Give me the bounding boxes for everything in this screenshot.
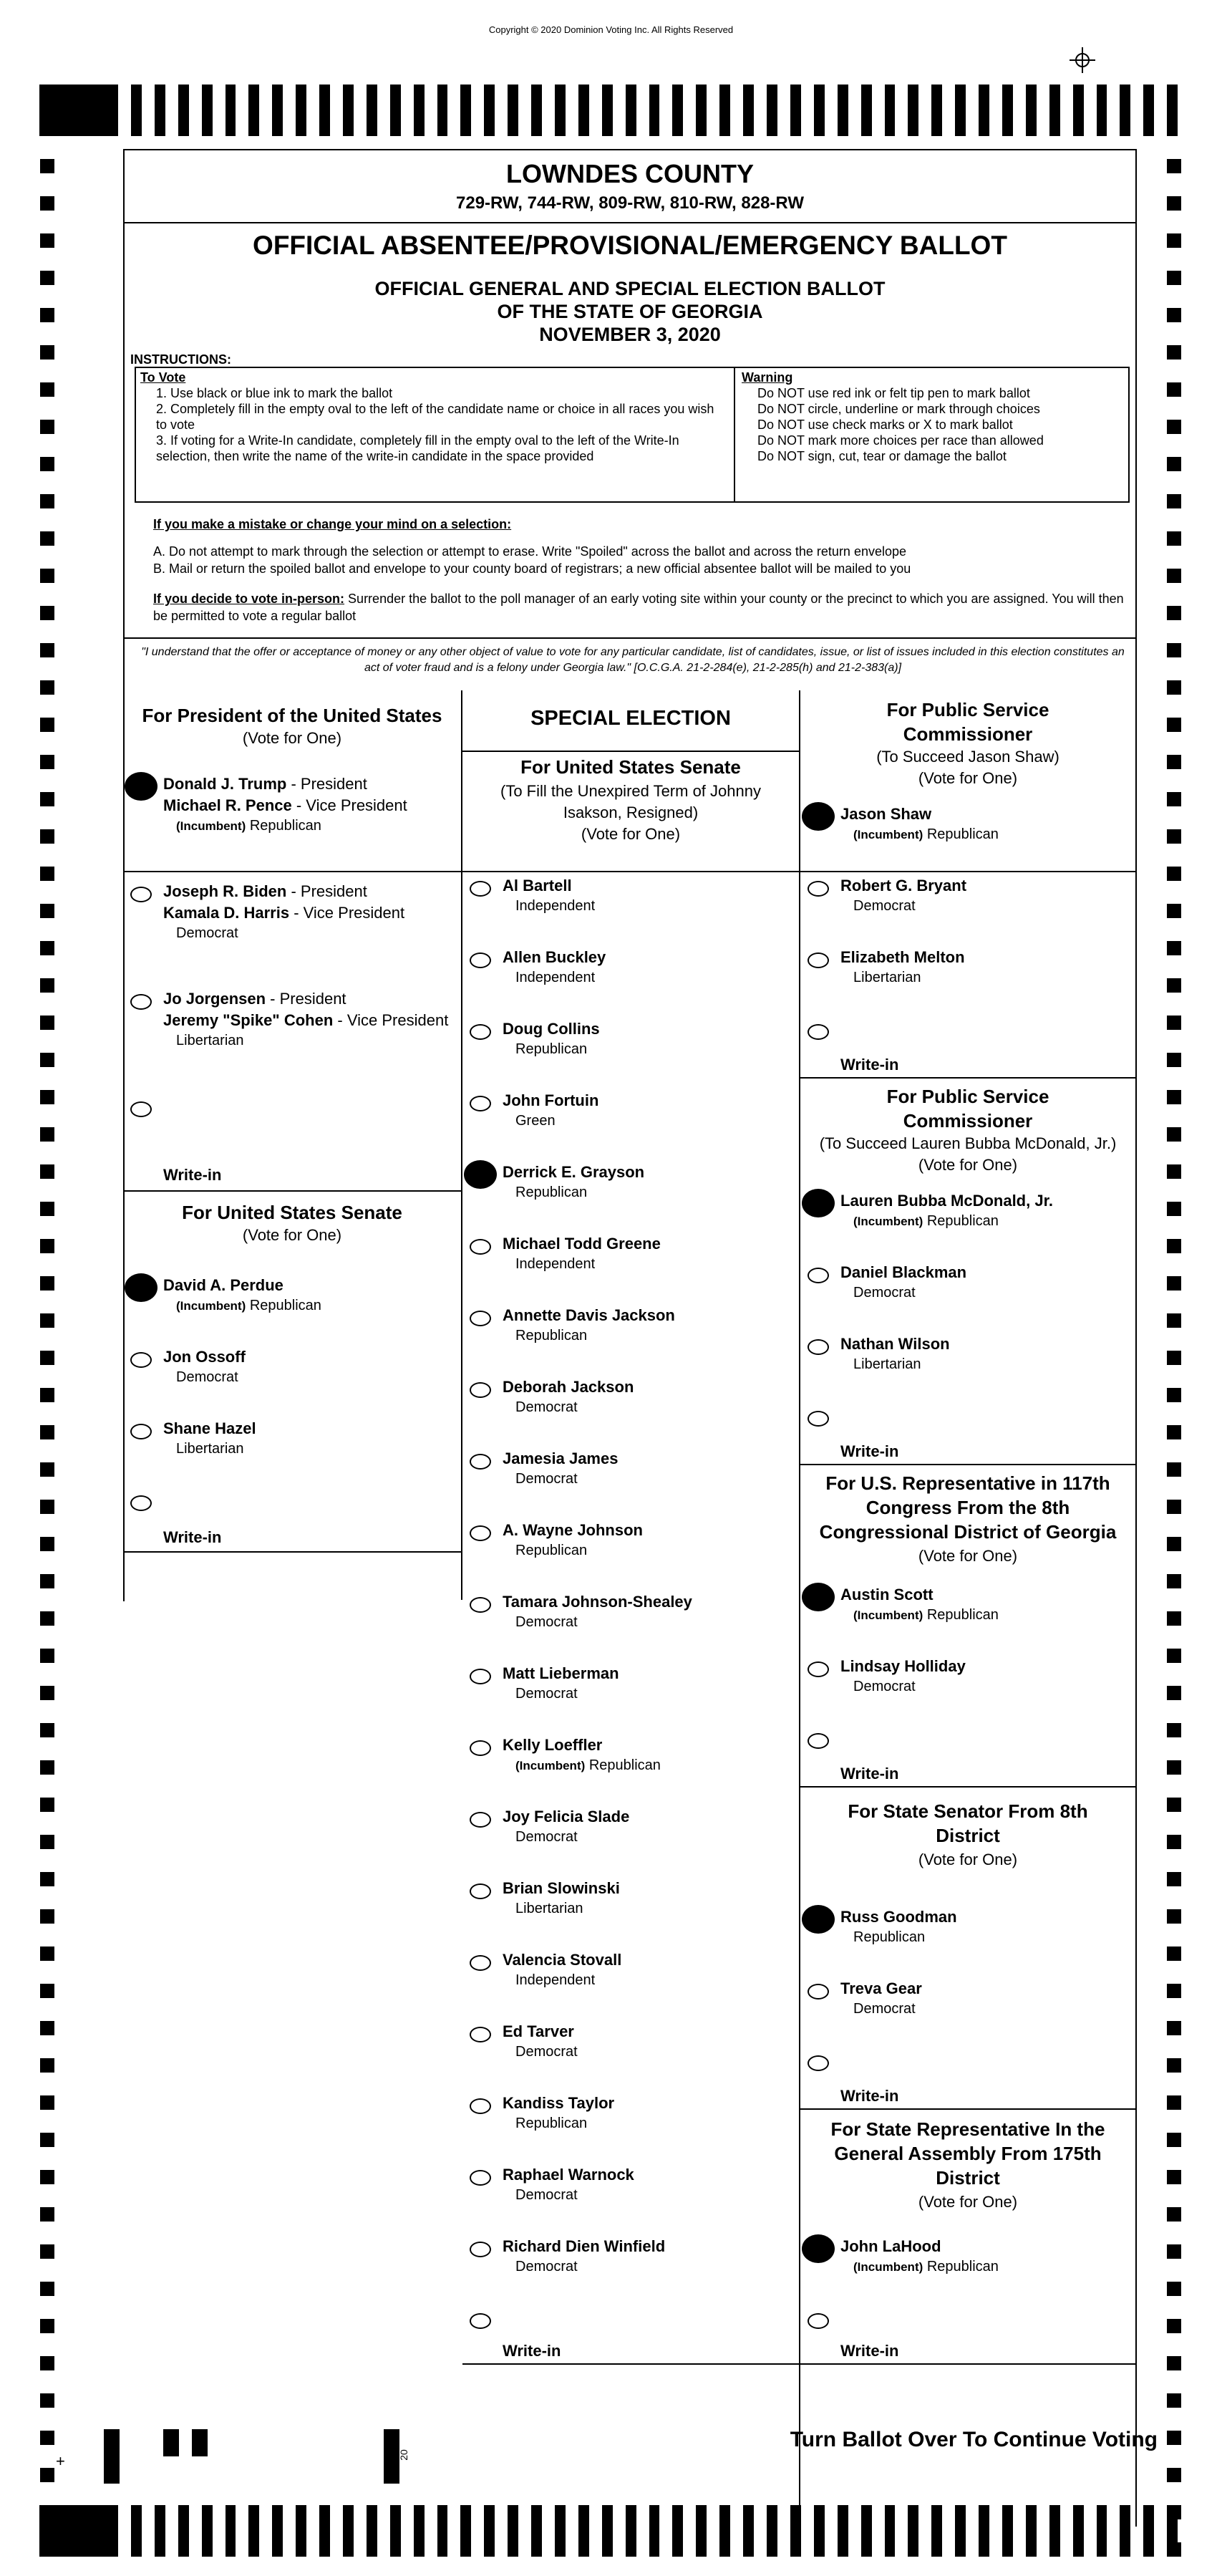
vote-oval[interactable] [130, 1101, 152, 1117]
vote-oval[interactable] [808, 881, 829, 897]
vote-oval[interactable] [470, 952, 491, 968]
vote-oval[interactable] [470, 1955, 491, 1971]
instructions-title: INSTRUCTIONS: [130, 352, 231, 367]
timing-mark [192, 2429, 208, 2456]
vote-oval[interactable] [470, 1096, 491, 1111]
vote-oval[interactable] [808, 1411, 829, 1427]
filled-vote-oval[interactable] [125, 772, 157, 801]
special-senate-sub: (To Fill the Unexpired Term of Johnny Isakson, Resigned) [500, 782, 761, 821]
vote-oval[interactable] [470, 1669, 491, 1684]
to-vote-section: To Vote 1. Use black or blue ink to mark the ballot 2. Completely fill in the empty oval to the left of the candidate name or choice in all races you wish to vote 3. If voting for a Write-In candidate, completely fill in the empty oval to the left of the Write-In selection, then write the name of the write-in candidate in the space provided [140, 370, 714, 463]
timing-mark [104, 2429, 120, 2484]
vote-oval[interactable] [808, 2313, 829, 2329]
filled-vote-oval[interactable] [802, 1583, 835, 1611]
vote-oval[interactable] [470, 1597, 491, 1613]
registration-target-icon [1068, 46, 1097, 74]
state-rep-title: For State Representative In the General Assembly From 175th District [830, 2118, 1105, 2189]
vote-oval[interactable] [808, 1984, 829, 1999]
special-senate-vote-for: (Vote for One) [581, 825, 681, 843]
vote-oval[interactable] [470, 1740, 491, 1756]
psc1-vote-for: (Vote for One) [918, 769, 1018, 787]
ballot-type: OFFICIAL ABSENTEE/PROVISIONAL/EMERGENCY BALLOT [253, 231, 1007, 260]
vote-oval[interactable] [808, 1024, 829, 1040]
timing-mark [384, 2429, 399, 2484]
vote-oval[interactable] [470, 2242, 491, 2257]
special-write-in[interactable]: Write-in [462, 2336, 799, 2365]
president-vote-for: (Vote for One) [242, 729, 342, 747]
top-timing-marks [39, 85, 1178, 136]
vote-oval[interactable] [470, 1239, 491, 1255]
psc2-write-in[interactable]: Write-in [800, 1437, 1135, 1465]
special-election-heading: SPECIAL ELECTION [530, 707, 731, 730]
filled-vote-oval[interactable] [802, 1905, 835, 1934]
vote-oval[interactable] [470, 1812, 491, 1828]
psc1-sub: (To Succeed Jason Shaw) [876, 748, 1059, 766]
plus-mark: + [56, 2452, 65, 2470]
vote-oval[interactable] [470, 1525, 491, 1541]
right-timing-marks [1167, 159, 1181, 2557]
middle-column: SPECIAL ELECTION For United States Senate (To Fill the Unexpired Term of Johnny Isakson, Resigned) (Vote for One) Al Bartell Independent Allen Buckley Independent Doug Collins Republican John Fortuin Green Derrick E. Grayson Republican Michael Todd Greene Independent Annette Davis Jackson Republican Deborah Jackson Democrat Jamesia James Democrat A. Wayne Johnson Republican Tamara Johnson-Shealey Democrat Matt Lieberman Democrat Kelly Loeffler (Incumbent) Republican Joy Felicia Slade Democrat Brian Slowinski Libertarian Valencia Stovall Independent Ed Tarver Democrat Kandiss Taylor Republican Raphael Warnock Democrat Richard Dien Winfield Democrat Write-in [462, 692, 799, 2527]
us-senate-title: For United States Senate [182, 1202, 402, 1223]
turn-over-notice: Turn Ballot Over To Continue Voting [790, 2428, 1158, 2451]
state-rep-vote-for: (Vote for One) [918, 2193, 1018, 2211]
filled-vote-oval[interactable] [802, 2234, 835, 2263]
vote-oval[interactable] [130, 1495, 152, 1511]
filled-vote-oval[interactable] [125, 1273, 157, 1302]
vote-oval[interactable] [808, 1268, 829, 1283]
filled-vote-oval[interactable] [802, 802, 835, 831]
precinct-list: 729-RW, 744-RW, 809-RW, 810-RW, 828-RW [456, 193, 804, 213]
psc1-title: For Public Service Commissioner [886, 699, 1049, 745]
psc2-title: For Public Service Commissioner [886, 1086, 1049, 1132]
us-senate-write-in[interactable]: Write-in [123, 1520, 461, 1553]
ballot-code: 20 [397, 2449, 409, 2461]
vote-oval[interactable] [470, 2027, 491, 2042]
vote-oval[interactable] [470, 881, 491, 897]
vote-oval[interactable] [470, 1454, 491, 1470]
vote-oval[interactable] [808, 2055, 829, 2071]
psc2-vote-for: (Vote for One) [918, 1156, 1018, 1174]
president-title: For President of the United States [142, 705, 442, 726]
fraud-notice: "I understand that the offer or acceptance of money or any other object of value to vote for any particular candidate, list of candidates, issue, or list of issues included in this election constitutes an act of voter fraud and is a felony under Georgia law." [O.C.G.A. 21-2-284(e), 21-2-285(h) and 21-2-383(a)] [141, 646, 1125, 674]
vote-oval[interactable] [470, 1382, 491, 1398]
state-senator-title: For State Senator From 8th District [848, 1800, 1088, 1846]
psc1-write-in[interactable]: Write-in [800, 1050, 1135, 1079]
us-rep-title: For U.S. Representative in 117th Congress From the 8th Congressional District of Georgia [819, 1472, 1117, 1543]
us-rep-write-in[interactable]: Write-in [800, 1759, 1135, 1788]
right-column: For Public Service Commissioner (To Succeed Jason Shaw) (Vote for One) Jason Shaw (Incumbent) Republican Robert G. Bryant Democrat Elizabeth Melton Libertarian Write-in For Public Service Commissioner (To Succeed Lauren Bubba McDonald, Jr.) (Vote for One) Lauren Bubba McDonald, Jr. (Incumbent) Republican Daniel Blackman Democrat Nathan Wilson Libertarian Write-in For U.S. Representative in 117th Congress From the 8th Congressional District of Georgia (Vote for One) Austin Scott (Incumbent) Republican Lindsay Holliday Democrat Write-in For State Senator From 8th District (Vote for One) Russ Goodman Republican Treva Gear Democrat Write-in For State Representative In the General Assembly From 175th District (Vote for One) John LaHood (Incumbent) Republican Write-in [800, 692, 1135, 2527]
vote-oval[interactable] [808, 1733, 829, 1749]
warning-section: Warning Do NOT use red ink or felt tip pen to mark ballot Do NOT circle, underline or mark through choices Do NOT use check marks or X to mark ballot Do NOT mark more choices per race than allowed Do NOT sign, cut, tear or damage the ballot [742, 370, 1044, 463]
state-rep-write-in[interactable]: Write-in [800, 2336, 1135, 2365]
left-timing-marks [40, 159, 54, 2557]
president-write-in[interactable]: Write-in [123, 1164, 461, 1192]
state-senator-vote-for: (Vote for One) [918, 1851, 1018, 1868]
vote-oval[interactable] [470, 1883, 491, 1899]
state-senator-write-in[interactable]: Write-in [800, 2081, 1135, 2110]
election-line-2: OF THE STATE OF GEORGIA [497, 301, 763, 322]
vote-oval[interactable] [470, 2098, 491, 2114]
vote-oval[interactable] [130, 887, 152, 902]
us-senate-vote-for: (Vote for One) [242, 1226, 342, 1244]
special-senate-title: For United States Senate [520, 756, 741, 778]
election-line-1: OFFICIAL GENERAL AND SPECIAL ELECTION BALLOT [374, 278, 886, 299]
mistake-instructions: If you make a mistake or change your mind on a selection: A. Do not attempt to mark through the selection or attempt to erase. Write "Spoiled" across the ballot and across the return envelope B. Mail or return the spoiled ballot and envelope to your county board of registrars; a new official absentee ballot will be mailed to you If you decide to vote in-person: Surrender the ballot to the poll manager of an early voting site within your county or the precinct to which you are assigned. You will then be permitted to vote a regular ballot [153, 517, 1124, 623]
filled-vote-oval[interactable] [802, 1189, 835, 1217]
vote-oval[interactable] [130, 994, 152, 1010]
instructions-box [135, 367, 1130, 503]
vote-oval[interactable] [130, 1352, 152, 1368]
ballot [123, 149, 1137, 2360]
vote-oval[interactable] [130, 1424, 152, 1439]
filled-vote-oval[interactable] [464, 1160, 497, 1189]
vote-oval[interactable] [808, 952, 829, 968]
bottom-timing-marks [39, 2505, 1178, 2557]
vote-oval[interactable] [470, 2170, 491, 2186]
us-rep-vote-for: (Vote for One) [918, 1547, 1018, 1565]
vote-oval[interactable] [470, 1024, 491, 1040]
vote-oval[interactable] [470, 2313, 491, 2329]
copyright-notice: Copyright © 2020 Dominion Voting Inc. All Rights Reserved [488, 24, 734, 35]
vote-oval[interactable] [470, 1311, 491, 1326]
vote-oval[interactable] [808, 1339, 829, 1355]
left-column: For President of the United States (Vote for One) Donald J. Trump - President Michael R. Pence - Vice President (Incumbent) Republican Joseph R. Biden - President Kamala D. Harris - Vice President Democrat Jo Jorgensen - President Jeremy "Spike" Cohen - Vice President Libertarian Write-in For United States Senate (Vote for One) David A. Perdue (Incumbent) Republican Jon Ossoff Democrat Shane Hazel Libertarian Write-in [123, 692, 461, 1608]
psc2-sub: (To Succeed Lauren Bubba McDonald, Jr.) [819, 1134, 1117, 1152]
election-date: NOVEMBER 3, 2020 [539, 324, 721, 345]
county-name: LOWNDES COUNTY [506, 159, 754, 188]
vote-oval[interactable] [808, 1661, 829, 1677]
timing-mark [163, 2429, 179, 2456]
